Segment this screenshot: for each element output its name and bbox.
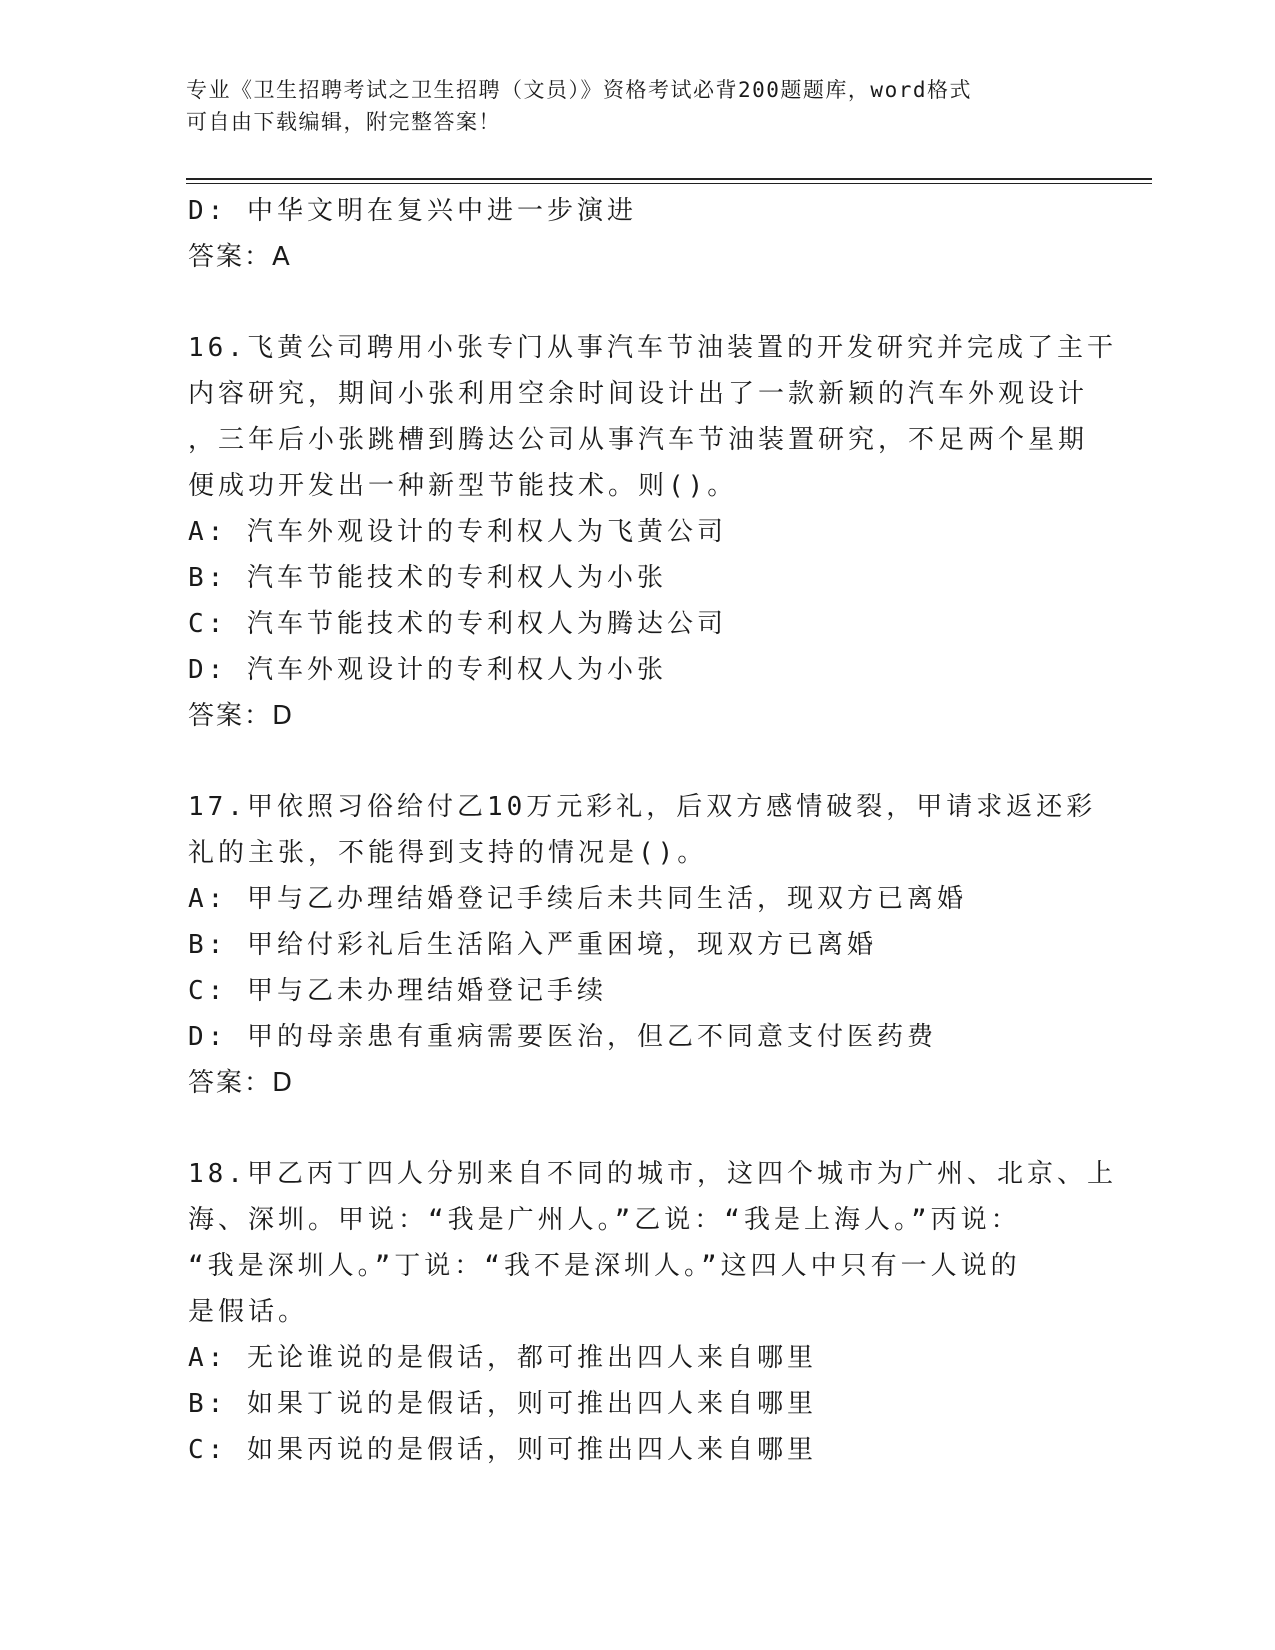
question-stem-line: 18.甲乙丙丁四人分别来自不同的城市，这四个城市为广州、北京、上 bbox=[188, 1159, 1117, 1189]
header-line: 专业《卫生招聘考试之卫生招聘（文员）》资格考试必背200题题库，word格式 bbox=[186, 78, 972, 102]
question-stem-line: 海、深圳。甲说：“我是广州人。”乙说：“我是上海人。”丙说： bbox=[188, 1205, 1021, 1235]
option-c: C: 甲与乙未办理结婚登记手续 bbox=[188, 976, 607, 1006]
answer-line: 答案：D bbox=[188, 1068, 295, 1098]
question-stem-line: ，三年后小张跳槽到腾达公司从事汽车节油装置研究，不足两个星期 bbox=[188, 425, 1089, 455]
question-18 bbox=[188, 1151, 1117, 1473]
option-a: A: 甲与乙办理结婚登记手续后未共同生活，现双方已离婚 bbox=[188, 884, 967, 914]
question-stem-line: 是假话。 bbox=[188, 1297, 309, 1327]
option-b: B: 甲给付彩礼后生活陷入严重困境，现双方已离婚 bbox=[188, 930, 877, 960]
answer-line: 答案：A bbox=[188, 242, 292, 272]
document-body bbox=[188, 188, 1117, 1473]
option-d: D: 汽车外观设计的专利权人为小张 bbox=[188, 655, 667, 685]
question-16 bbox=[188, 325, 1117, 739]
option-c: C: 汽车节能技术的专利权人为腾达公司 bbox=[188, 609, 727, 639]
option-d: D: 中华文明在复兴中进一步演进 bbox=[188, 196, 637, 226]
question-17 bbox=[188, 784, 1097, 1106]
option-a: A: 无论谁说的是假话，都可推出四人来自哪里 bbox=[188, 1343, 817, 1373]
question-stem-line: 礼的主张，不能得到支持的情况是()。 bbox=[188, 838, 708, 868]
option-b: B: 汽车节能技术的专利权人为小张 bbox=[188, 563, 667, 593]
question-stem-line: “我是深圳人。”丁说：“我不是深圳人。”这四人中只有一人说的 bbox=[188, 1251, 1021, 1281]
option-d: D: 甲的母亲患有重病需要医治，但乙不同意支付医药费 bbox=[188, 1022, 937, 1052]
option-b: B: 如果丁说的是假话，则可推出四人来自哪里 bbox=[188, 1389, 817, 1419]
question-stem-line: 17.甲依照习俗给付乙10万元彩礼，后双方感情破裂，甲请求返还彩 bbox=[188, 792, 1097, 822]
answer-line: 答案：D bbox=[188, 701, 295, 731]
question-stem-line: 16.飞黄公司聘用小张专门从事汽车节油装置的开发研究并完成了主干 bbox=[188, 333, 1117, 363]
question-stem-line: 内容研究，期间小张利用空余时间设计出了一款新颖的汽车外观设计 bbox=[188, 379, 1089, 409]
option-c: C: 如果丙说的是假话，则可推出四人来自哪里 bbox=[188, 1435, 817, 1465]
document-header bbox=[186, 74, 1086, 138]
header-line: 可自由下载编辑，附完整答案！ bbox=[186, 110, 501, 134]
question-stem-line: 便成功开发出一种新型节能技术。则()。 bbox=[188, 471, 738, 501]
header-divider-thick bbox=[186, 178, 1152, 180]
option-a: A: 汽车外观设计的专利权人为飞黄公司 bbox=[188, 517, 727, 547]
header-divider-thin bbox=[186, 183, 1152, 184]
